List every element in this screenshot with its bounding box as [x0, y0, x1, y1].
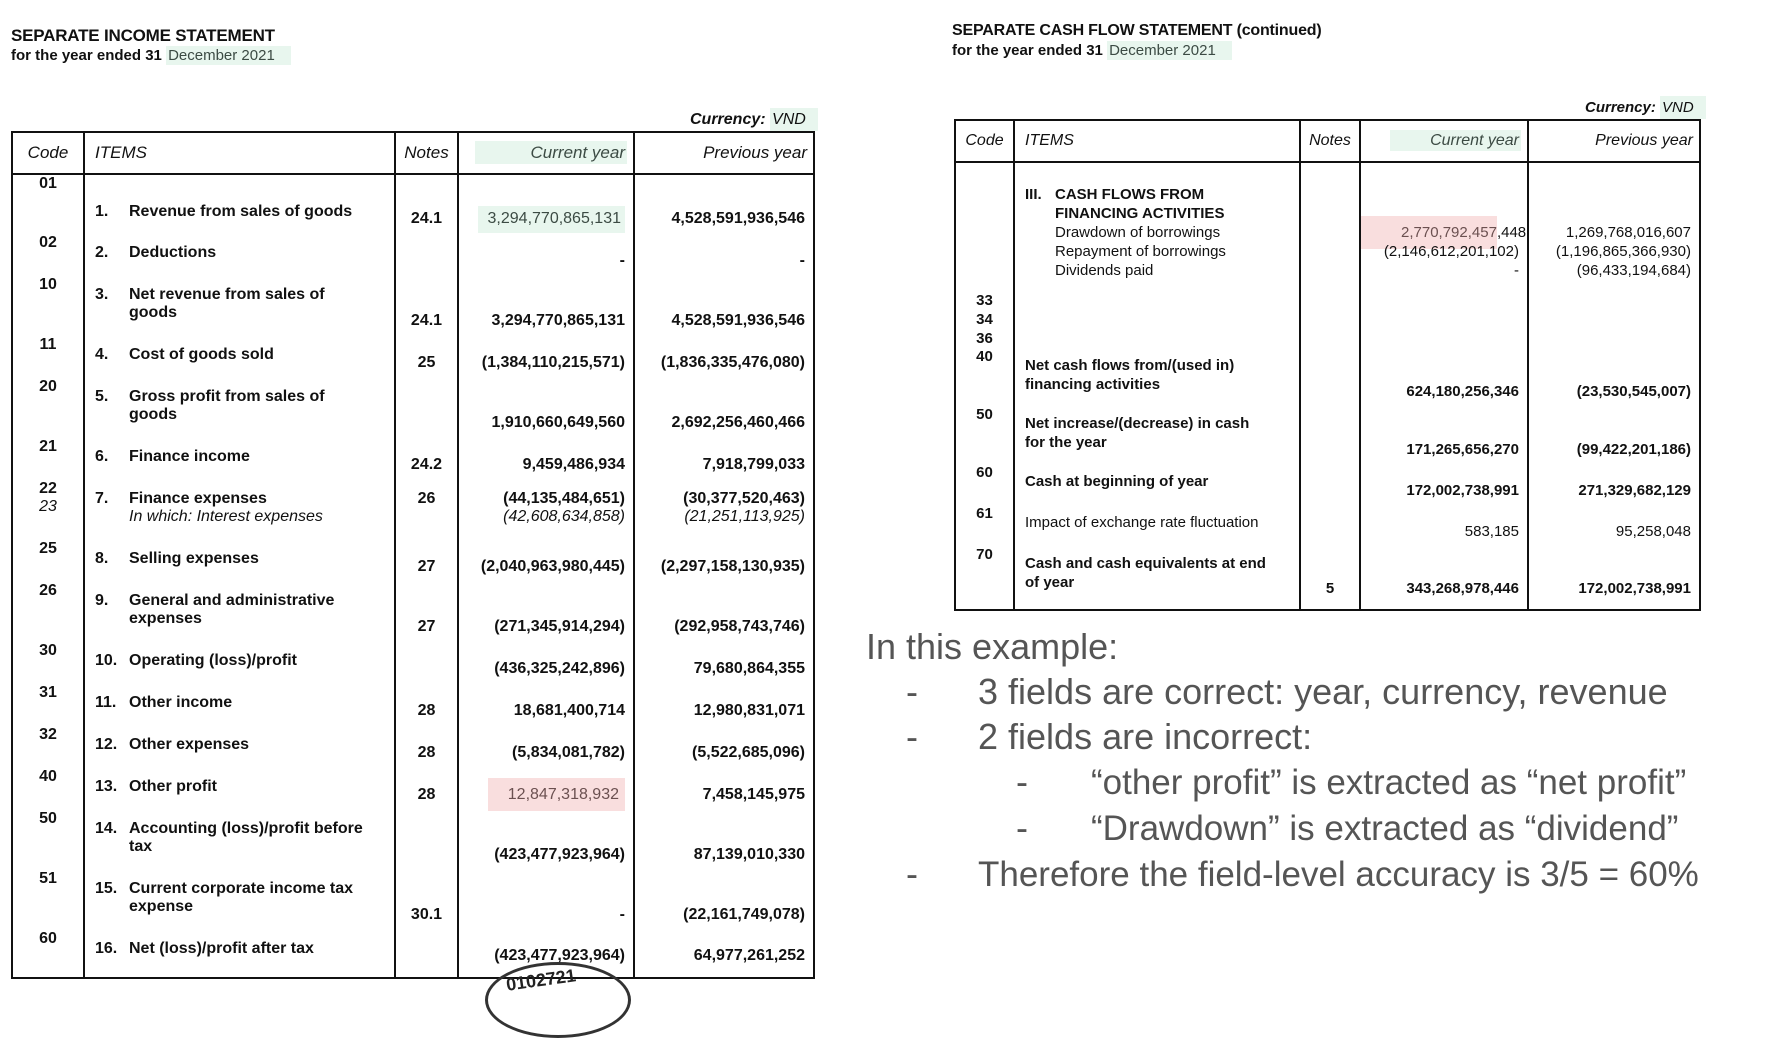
bullet-2: - — [906, 716, 918, 757]
income-item: 5. Gross profit from sales of goods — [84, 378, 395, 438]
income-item: 4. Cost of goods sold — [84, 336, 395, 378]
cf-note — [1300, 505, 1360, 546]
income-code: 50 — [12, 810, 84, 870]
income-code: 31 — [12, 684, 84, 726]
cf-code: 50 — [955, 406, 1014, 464]
income-previous: 7,918,799,033 — [634, 438, 814, 480]
cf-current: 171,265,656,270 — [1360, 406, 1528, 464]
income-current: (2,040,963,980,445) — [458, 540, 634, 582]
stamp-number: 0102721 — [504, 965, 578, 995]
income-row — [12, 684, 814, 726]
income-subtitle — [11, 47, 291, 64]
cf-header-code: Code — [955, 120, 1014, 162]
cf-item: Cash at beginning of year — [1014, 464, 1300, 505]
income-current: 18,681,400,714 — [458, 684, 634, 726]
income-previous: (292,958,743,746) — [634, 582, 814, 642]
cf-section-items — [1014, 162, 1300, 348]
bullet-1: - — [906, 671, 918, 712]
income-current: (271,345,914,294) — [458, 582, 634, 642]
header-code: Code — [12, 132, 84, 174]
cashflow-table — [954, 119, 1701, 611]
cashflow-subtitle-prefix: for the year ended 31 — [952, 42, 1108, 59]
cashflow-currency-value: VND — [1660, 96, 1706, 119]
income-item: 7. Finance expenses In which: Interest expenses — [84, 480, 395, 540]
header-previous-year: Previous year — [634, 132, 814, 174]
header-items: ITEMS — [84, 132, 395, 174]
cashflow-header-row — [955, 120, 1700, 162]
income-previous: 64,977,261,252 — [634, 930, 814, 978]
income-previous: 79,680,864,355 — [634, 642, 814, 684]
cf-code-34: 34 — [976, 311, 993, 328]
income-currency-label: Currency: — [690, 111, 771, 128]
income-item: 10. Operating (loss)/profit — [84, 642, 395, 684]
income-previous: 4,528,591,936,546 — [634, 174, 814, 234]
income-current: - — [458, 234, 634, 276]
other-profit-highlight: 12,847,318,932 — [488, 778, 625, 811]
cashflow-year-highlight: December 2021 — [1107, 41, 1232, 60]
income-code: 10 — [12, 276, 84, 336]
cf-item-drawdown: Drawdown of borrowings — [1055, 224, 1221, 241]
cf-section-previous — [1528, 162, 1700, 348]
cf-section-codes — [955, 162, 1014, 348]
income-current: (44,135,484,651) (42,608,634,858) — [458, 480, 634, 540]
cf-item: Net cash flows from/(used in) financing activities — [1014, 348, 1300, 406]
cf-previous: 271,329,682,129 — [1528, 464, 1700, 505]
income-item: 9. General and administrative expenses — [84, 582, 395, 642]
cf-repayment-current: (2,146,612,201,102) — [1383, 243, 1519, 260]
income-item: 8. Selling expenses — [84, 540, 395, 582]
income-item: 14. Accounting (loss)/profit before tax — [84, 810, 395, 870]
income-previous: 2,692,256,460,466 — [634, 378, 814, 438]
income-code: 22 23 — [12, 480, 84, 540]
cf-code: 70 — [955, 546, 1014, 610]
income-code: 40 — [12, 768, 84, 810]
notes-block — [866, 624, 1766, 897]
header-notes: Notes — [395, 132, 458, 174]
income-current: (423,477,923,964) — [458, 930, 634, 978]
income-previous: (22,161,749,078) — [634, 870, 814, 930]
revenue-highlight: 3,294,770,865,131 — [478, 206, 625, 233]
notes-intro: In this example: — [866, 626, 1119, 667]
income-item: 2. Deductions — [84, 234, 395, 276]
cf-note — [1300, 464, 1360, 505]
income-row — [12, 870, 814, 930]
income-row — [12, 234, 814, 276]
cashflow-title — [952, 22, 1321, 40]
cf-code: 40 — [955, 348, 1014, 406]
income-code: 25 — [12, 540, 84, 582]
income-code: 20 — [12, 378, 84, 438]
cf-drawdown-rest: ,448 — [1496, 224, 1527, 241]
income-code: 30 — [12, 642, 84, 684]
income-note: 26 — [395, 480, 458, 540]
income-previous: 87,139,010,330 — [634, 810, 814, 870]
notes-item-3: - “other profit” is extracted as “net profit” — [1016, 761, 1687, 802]
income-code: 32 — [12, 726, 84, 768]
bullet-4: - — [1016, 807, 1028, 848]
cf-item: Net increase/(decrease) in cash for the year — [1014, 406, 1300, 464]
cf-item-repayment: Repayment of borrowings — [1055, 243, 1226, 260]
income-item: 16. Net (loss)/profit after tax — [84, 930, 395, 978]
cf-section-no: III. — [1025, 186, 1042, 203]
income-year-highlight: December 2021 — [166, 46, 291, 65]
income-row — [12, 438, 814, 480]
income-current: 3,294,770,865,131 — [458, 276, 634, 336]
income-note — [395, 234, 458, 276]
cf-section-row — [955, 162, 1700, 348]
cf-repayment-previous: (1,196,865,366,930) — [1555, 243, 1691, 260]
cf-previous: 172,002,738,991 — [1528, 546, 1700, 610]
income-previous: (5,522,685,096) — [634, 726, 814, 768]
income-body — [12, 174, 814, 978]
cf-item: Cash and cash equivalents at end of year — [1014, 546, 1300, 610]
income-code: 26 — [12, 582, 84, 642]
income-current — [458, 768, 634, 810]
income-note: 27 — [395, 582, 458, 642]
income-currency-value: VND — [770, 108, 818, 131]
income-note: 28 — [395, 768, 458, 810]
income-previous: 7,458,145,975 — [634, 768, 814, 810]
income-note — [395, 642, 458, 684]
cashflow-row — [955, 406, 1700, 464]
income-note — [395, 930, 458, 978]
income-note — [395, 810, 458, 870]
income-code: 21 — [12, 438, 84, 480]
cf-code: 60 — [955, 464, 1014, 505]
income-row — [12, 336, 814, 378]
cf-item-dividends: Dividends paid — [1055, 262, 1154, 279]
cashflow-row — [955, 505, 1700, 546]
cf-previous: (23,530,545,007) — [1528, 348, 1700, 406]
cf-drawdown-previous: 1,269,768,016,607 — [1565, 224, 1691, 241]
income-previous: 4,528,591,936,546 — [634, 276, 814, 336]
income-item: 12. Other expenses — [84, 726, 395, 768]
cf-dividends-current: - — [1514, 262, 1519, 279]
income-note: 28 — [395, 726, 458, 768]
income-row — [12, 930, 814, 978]
cf-section-line1: CASH FLOWS FROM — [1055, 186, 1205, 203]
cashflow-title-suffix: (continued) — [1232, 22, 1322, 39]
income-row — [12, 276, 814, 336]
income-note: 28 — [395, 684, 458, 726]
bullet-5: - — [906, 853, 918, 894]
cf-section-note — [1300, 162, 1360, 348]
cf-header-current-year: Current year — [1360, 120, 1528, 162]
cashflow-row — [955, 348, 1700, 406]
income-row — [12, 768, 814, 810]
notes-item-4: - “Drawdown” is extracted as “dividend” — [1016, 807, 1679, 848]
header-current-year: Current year — [458, 132, 634, 174]
income-current: (423,477,923,964) — [458, 810, 634, 870]
cf-current: 583,185 — [1360, 505, 1528, 546]
income-current: (5,834,081,782) — [458, 726, 634, 768]
income-note — [395, 378, 458, 438]
cf-current: 624,180,256,346 — [1360, 348, 1528, 406]
cf-current: 172,002,738,991 — [1360, 464, 1528, 505]
cf-header-notes: Notes — [1300, 120, 1360, 162]
income-current: 9,459,486,934 — [458, 438, 634, 480]
income-note: 25 — [395, 336, 458, 378]
income-previous: (1,836,335,476,080) — [634, 336, 814, 378]
cf-note: 5 — [1300, 546, 1360, 610]
cf-note — [1300, 348, 1360, 406]
income-current: 1,910,660,649,560 — [458, 378, 634, 438]
cashflow-currency — [1585, 99, 1706, 116]
income-item: 6. Finance income — [84, 438, 395, 480]
income-item: 11. Other income — [84, 684, 395, 726]
income-note: 24.1 — [395, 276, 458, 336]
cf-note — [1300, 406, 1360, 464]
cf-drawdown-highlight: 2,770,792,457 — [1361, 216, 1497, 249]
notes-item-2: - 2 fields are incorrect: — [906, 716, 1313, 757]
cf-section-line2: FINANCING ACTIVITIES — [1055, 205, 1225, 222]
income-row — [12, 174, 814, 234]
income-header-row — [12, 132, 814, 174]
cashflow-row — [955, 546, 1700, 610]
cf-dividends-previous: (96,433,194,684) — [1576, 262, 1691, 279]
income-item: 13. Other profit — [84, 768, 395, 810]
notes-item-5: - Therefore the field-level accuracy is 3/5 = 60% — [906, 853, 1699, 894]
cf-section-current — [1360, 162, 1528, 348]
income-current — [458, 174, 634, 234]
cf-item: Impact of exchange rate fluctuation — [1014, 505, 1300, 546]
income-current: - — [458, 870, 634, 930]
cf-previous: (99,422,201,186) — [1528, 406, 1700, 464]
cashflow-body — [955, 162, 1700, 610]
income-current: (436,325,242,896) — [458, 642, 634, 684]
income-item: 15. Current corporate income tax expense — [84, 870, 395, 930]
cf-previous: 95,258,048 — [1528, 505, 1700, 546]
income-code: 11 — [12, 336, 84, 378]
cf-code: 61 — [955, 505, 1014, 546]
income-row — [12, 642, 814, 684]
income-item: 3. Net revenue from sales of goods — [84, 276, 395, 336]
income-previous: (30,377,520,463) (21,251,113,925) — [634, 480, 814, 540]
income-note: 30.1 — [395, 870, 458, 930]
income-note: 27 — [395, 540, 458, 582]
bullet-3: - — [1016, 761, 1028, 802]
cashflow-currency-label: Currency: — [1585, 99, 1661, 116]
income-note: 24.2 — [395, 438, 458, 480]
income-item: 1. Revenue from sales of goods — [84, 174, 395, 234]
cf-code-36: 36 — [976, 330, 993, 347]
income-table — [11, 131, 815, 979]
cashflow-title-main: SEPARATE CASH FLOW STATEMENT — [952, 22, 1233, 39]
income-title: SEPARATE INCOME STATEMENT — [11, 26, 275, 45]
income-subtitle-prefix: for the year ended 31 — [11, 47, 167, 64]
cf-header-items: ITEMS — [1014, 120, 1300, 162]
income-row — [12, 540, 814, 582]
income-row — [12, 582, 814, 642]
income-code: 02 — [12, 234, 84, 276]
income-row — [12, 726, 814, 768]
income-code: 51 — [12, 870, 84, 930]
cf-current: 343,268,978,446 — [1360, 546, 1528, 610]
income-row — [12, 378, 814, 438]
income-code: 60 — [12, 930, 84, 978]
income-row — [12, 810, 814, 870]
cashflow-row — [955, 464, 1700, 505]
income-previous: 12,980,831,071 — [634, 684, 814, 726]
income-currency — [690, 111, 818, 129]
cf-header-previous-year: Previous year — [1528, 120, 1700, 162]
income-previous: - — [634, 234, 814, 276]
income-note: 24.1 — [395, 174, 458, 234]
income-row — [12, 480, 814, 540]
cf-code-33: 33 — [976, 292, 993, 309]
cashflow-subtitle — [952, 42, 1232, 59]
notes-item-1: - 3 fields are correct: year, currency, revenue — [906, 671, 1668, 712]
income-current: (1,384,110,215,571) — [458, 336, 634, 378]
income-previous: (2,297,158,130,935) — [634, 540, 814, 582]
income-code: 01 — [12, 174, 84, 234]
